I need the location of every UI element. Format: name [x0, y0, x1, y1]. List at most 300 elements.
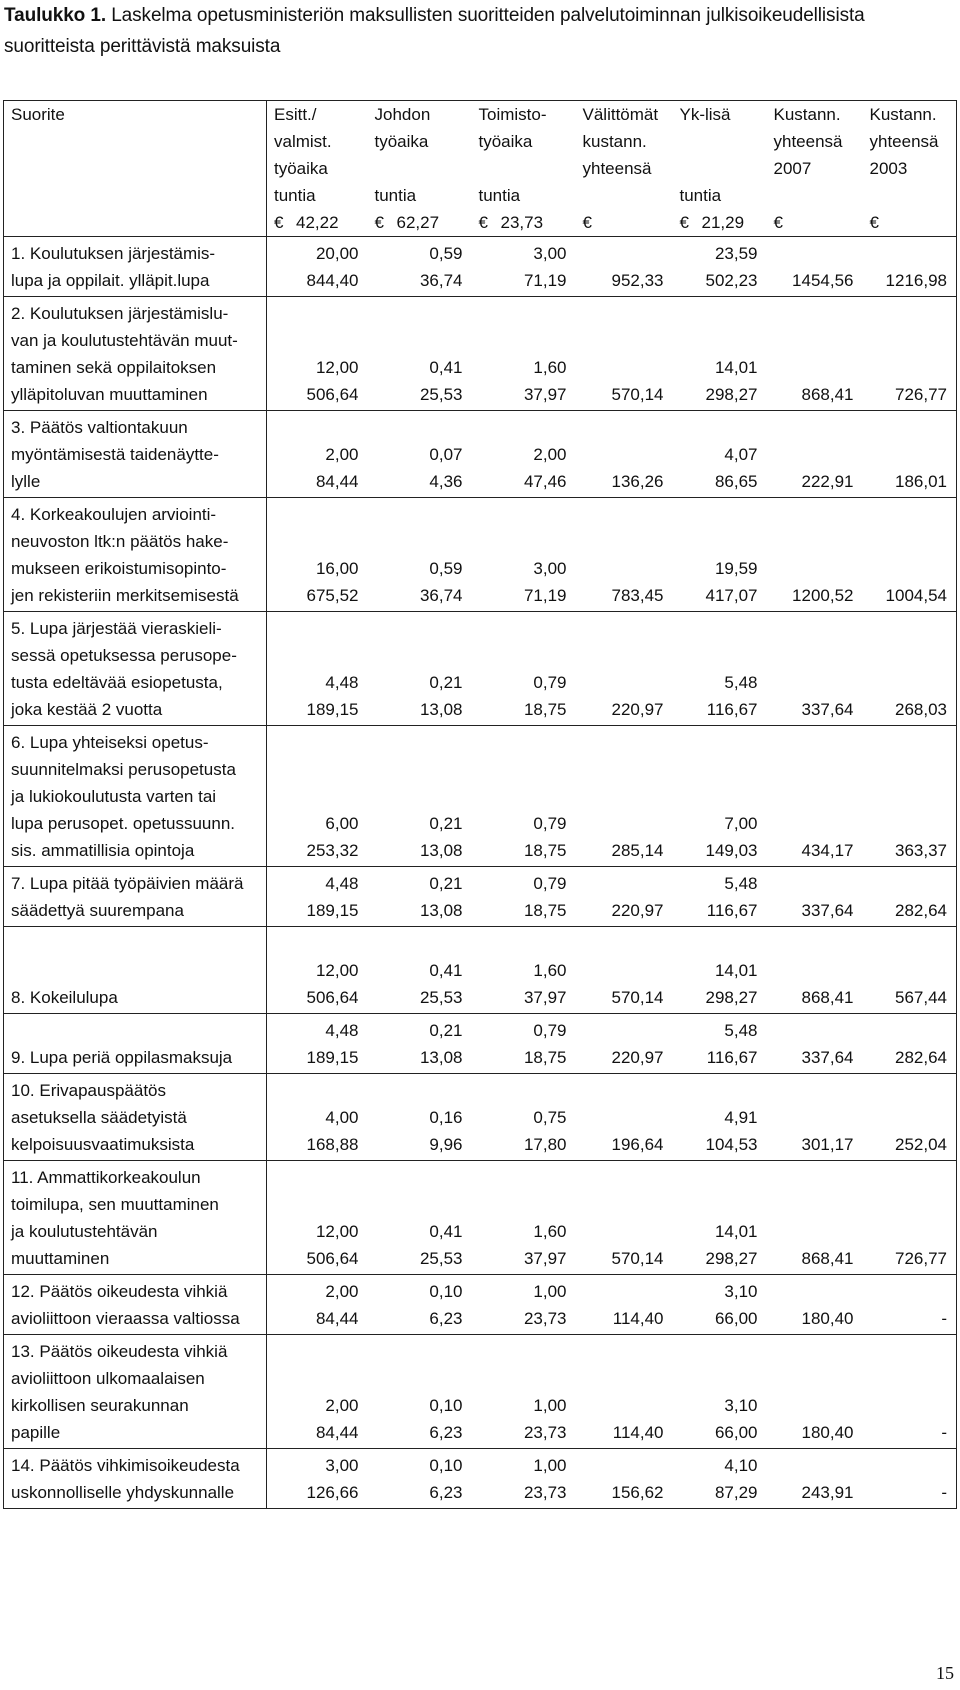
euro-value: 337,64: [801, 1048, 854, 1067]
euro-value: 337,64: [801, 901, 854, 920]
hours-value: 14,01: [714, 358, 758, 377]
hours-value: 2,00: [325, 1396, 359, 1415]
suorite-label: [4, 411, 267, 498]
value-cell: [267, 1014, 368, 1074]
hours-value: [767, 1218, 854, 1245]
hours-value: 2,00: [325, 1282, 359, 1301]
euro-value: 783,45: [611, 586, 664, 605]
row-content: [4, 1074, 957, 1161]
row-content: [4, 1449, 957, 1509]
hours-value: [863, 1278, 948, 1305]
value-cell: [267, 867, 368, 927]
page-number: 15: [936, 1663, 954, 1683]
hours-value: [576, 1392, 664, 1419]
value-cell: [673, 1161, 767, 1275]
euro-symbol: €: [478, 213, 488, 232]
hours-value: 14,01: [714, 1222, 758, 1241]
suorite-label-line: 8. Kokeilulupa: [11, 988, 118, 1007]
euro-value: 149,03: [705, 841, 758, 860]
euro-value: 298,27: [705, 385, 758, 404]
hours-value: [576, 870, 664, 897]
suorite-label-line: taminen sekä oppilaitoksen: [11, 358, 217, 377]
euro-value: 363,37: [895, 841, 947, 860]
value-cell: [472, 1449, 576, 1509]
hours-value: 23,59: [714, 244, 758, 263]
value-cell: [767, 612, 863, 726]
hours-value: [863, 441, 948, 468]
euro-value: 186,01: [895, 472, 947, 491]
value-cell: [576, 726, 673, 867]
hours-value: 0,79: [533, 673, 567, 692]
table-header: [4, 101, 957, 237]
value-cell: [673, 237, 767, 297]
euro-value: 6,23: [429, 1423, 463, 1442]
header-euro-rate: 62,27: [396, 213, 440, 232]
hours-value: 0,21: [429, 814, 463, 833]
suorite-label-line: 2. Koulutuksen järjestämislu-: [11, 304, 229, 323]
value-cell: [576, 1275, 673, 1335]
euro-value: 36,74: [419, 271, 463, 290]
suorite-label-line: mukseen erikoistumisopinto-: [11, 559, 227, 578]
suorite-label-line: 12. Päätös oikeudesta vihkiä: [11, 1282, 228, 1301]
hours-value: 0,79: [533, 814, 567, 833]
value-cell: [267, 498, 368, 612]
hours-value: 5,48: [724, 1021, 758, 1040]
euro-value: 116,67: [706, 1048, 758, 1067]
header-line: Toimisto-: [478, 105, 547, 124]
value-cell: [673, 1335, 767, 1449]
value-cell: [267, 1335, 368, 1449]
value-cell: [673, 612, 767, 726]
euro-value: 87,29: [714, 1483, 758, 1502]
suorite-label-line: 14. Päätös vihkimisoikeudesta: [11, 1456, 240, 1475]
value-cell: [863, 498, 957, 612]
euro-value: -: [941, 1309, 947, 1328]
header-line: Välittömät: [582, 105, 659, 124]
hours-value: [576, 1017, 664, 1044]
value-cell: [267, 237, 368, 297]
value-cell: [368, 297, 472, 411]
value-cell: [863, 297, 957, 411]
hours-value: [863, 354, 948, 381]
hours-value: 19,59: [714, 559, 758, 578]
value-cell: [863, 411, 957, 498]
euro-value: 726,77: [895, 385, 947, 404]
row-content: [4, 1335, 957, 1449]
hours-value: [767, 1278, 854, 1305]
value-cell: [673, 1275, 767, 1335]
header-euro-line: [774, 209, 863, 236]
hours-value: [863, 555, 948, 582]
value-cell: [472, 867, 576, 927]
hours-value: [767, 1104, 854, 1131]
hours-value: [863, 870, 948, 897]
hours-value: 3,00: [533, 244, 567, 263]
header-line: tuntia: [478, 186, 521, 205]
value-cell: [267, 1074, 368, 1161]
table-title-text: Laskelma opetusministeriön maksullisten suoritteiden palvelutoiminnan julkisoikeudellisista suoritteista perittävistä maksuista: [4, 5, 865, 57]
hours-value: [767, 957, 854, 984]
hours-value: [767, 441, 854, 468]
euro-value: 66,00: [714, 1423, 758, 1442]
suorite-label: [4, 927, 267, 1014]
euro-value: 180,40: [801, 1309, 854, 1328]
euro-value: 25,53: [419, 385, 463, 404]
suorite-label: [4, 1074, 267, 1161]
euro-value: 337,64: [801, 700, 854, 719]
euro-symbol: €: [773, 213, 783, 232]
suorite-label-line: 9. Lupa periä oppilasmaksuja: [11, 1048, 233, 1067]
suorite-label-line: 1. Koulutuksen järjestämis-: [11, 244, 216, 263]
header-euro-rate: 21,29: [701, 213, 745, 232]
header-column-7: [863, 101, 957, 237]
header-row: [4, 101, 957, 237]
value-cell: [472, 1275, 576, 1335]
euro-value: 502,23: [705, 271, 758, 290]
row-content: [4, 237, 957, 297]
hours-value: [576, 1218, 664, 1245]
header-line: 2007: [773, 159, 812, 178]
header-line: tuntia: [274, 186, 316, 205]
suorite-label-line: joka kestää 2 vuotta: [11, 700, 163, 719]
header-line: Esitt./: [274, 105, 317, 124]
hours-value: 12,00: [315, 961, 359, 980]
header-column-4: [576, 101, 673, 237]
value-cell: [767, 237, 863, 297]
euro-value: 868,41: [801, 1249, 854, 1268]
hours-value: 12,00: [315, 358, 359, 377]
euro-value: 189,15: [306, 901, 359, 920]
euro-value: 23,73: [523, 1483, 567, 1502]
table-row: [4, 498, 957, 612]
header-suorite: [4, 101, 267, 237]
header-line: [680, 128, 767, 155]
euro-value: 868,41: [801, 988, 854, 1007]
hours-value: 4,00: [325, 1108, 359, 1127]
suorite-label: [4, 1335, 267, 1449]
euro-symbol: €: [679, 213, 689, 232]
value-cell: [576, 1449, 673, 1509]
hours-value: 0,41: [429, 358, 463, 377]
header-euro-line: [274, 209, 368, 236]
row-content: [4, 927, 957, 1014]
hours-value: [863, 1452, 948, 1479]
header-line: [375, 155, 472, 182]
value-cell: [368, 867, 472, 927]
value-cell: [472, 612, 576, 726]
header-column-3: [472, 101, 576, 237]
header-line: tuntia: [374, 186, 417, 205]
value-cell: [576, 498, 673, 612]
value-cell: [673, 297, 767, 411]
header-line: yhteensä: [773, 132, 843, 151]
hours-value: [576, 810, 664, 837]
value-cell: [472, 1074, 576, 1161]
value-cell: [767, 867, 863, 927]
hours-value: 1,00: [533, 1282, 567, 1301]
euro-value: 868,41: [801, 385, 854, 404]
suorite-label-line: suunnitelmaksi perusopetusta: [11, 760, 236, 779]
euro-value: 1200,52: [792, 586, 854, 605]
value-cell: [576, 927, 673, 1014]
suorite-label: [4, 237, 267, 297]
table-row: [4, 1074, 957, 1161]
hours-value: 14,01: [714, 961, 758, 980]
hours-value: 4,48: [325, 1021, 359, 1040]
value-cell: [576, 612, 673, 726]
row-content: [4, 1014, 957, 1074]
value-cell: [472, 411, 576, 498]
value-cell: [576, 1335, 673, 1449]
value-cell: [576, 411, 673, 498]
euro-value: -: [941, 1483, 947, 1502]
hours-value: [576, 441, 664, 468]
value-cell: [767, 411, 863, 498]
header-line: 2003: [869, 159, 908, 178]
euro-value: 220,97: [611, 901, 664, 920]
hours-value: [863, 957, 948, 984]
value-cell: [368, 1335, 472, 1449]
hours-value: 2,00: [325, 445, 359, 464]
euro-value: 1216,98: [885, 271, 947, 290]
suorite-label-line: ylläpitoluvan muuttaminen: [11, 385, 208, 404]
table-title-prefix: Taulukko 1.: [4, 5, 107, 26]
value-cell: [368, 1014, 472, 1074]
euro-value: 37,97: [523, 1249, 567, 1268]
value-cell: [767, 1275, 863, 1335]
row-content: [4, 297, 957, 411]
table-row: [4, 867, 957, 927]
row-content: [4, 726, 957, 867]
value-cell: [368, 237, 472, 297]
value-cell: [863, 1161, 957, 1275]
euro-value: 71,19: [523, 271, 567, 290]
hours-value: 1,60: [533, 961, 567, 980]
row-content: [4, 612, 957, 726]
value-cell: [368, 612, 472, 726]
value-cell: [767, 1074, 863, 1161]
euro-value: 18,75: [523, 1048, 567, 1067]
suorite-label: [4, 726, 267, 867]
table-row: [4, 411, 957, 498]
value-cell: [472, 726, 576, 867]
euro-value: 222,91: [801, 472, 854, 491]
euro-value: 136,26: [611, 472, 664, 491]
euro-value: 13,08: [419, 901, 463, 920]
suorite-label-line: [11, 1017, 262, 1044]
suorite-label: [4, 1161, 267, 1275]
euro-value: 84,44: [315, 472, 359, 491]
value-cell: [472, 498, 576, 612]
header-euro-line: [479, 209, 576, 236]
hours-value: 1,00: [533, 1456, 567, 1475]
euro-value: 434,17: [801, 841, 854, 860]
table-row: [4, 297, 957, 411]
euro-value: 220,97: [611, 700, 664, 719]
euro-value: 570,14: [611, 385, 664, 404]
suorite-label-line: van ja koulutustehtävän muut-: [11, 331, 238, 350]
euro-value: 282,64: [895, 901, 947, 920]
value-cell: [767, 1335, 863, 1449]
euro-value: 570,14: [611, 1249, 664, 1268]
suorite-label-line: avioliittoon vieraassa valtiossa: [11, 1309, 240, 1328]
euro-value: 25,53: [419, 1249, 463, 1268]
suorite-label-line: 3. Päätös valtiontakuun: [11, 418, 188, 437]
header-column-6: [767, 101, 863, 237]
hours-value: 1,60: [533, 1222, 567, 1241]
euro-value: 84,44: [315, 1423, 359, 1442]
table-row: [4, 726, 957, 867]
euro-value: 37,97: [523, 385, 567, 404]
header-line: Kustann.: [869, 105, 937, 124]
suorite-label-line: [11, 957, 262, 984]
suorite-label-line: kirkollisen seurakunnan: [11, 1396, 189, 1415]
euro-value: 1454,56: [792, 271, 854, 290]
hours-value: [863, 810, 948, 837]
euro-value: 1004,54: [885, 586, 947, 605]
hours-value: [576, 669, 664, 696]
suorite-label-line: 5. Lupa järjestää vieraskieli-: [11, 619, 222, 638]
euro-value: 71,19: [523, 586, 567, 605]
hours-value: 5,48: [724, 673, 758, 692]
header-line: yhteensä: [582, 159, 652, 178]
euro-value: 189,15: [306, 700, 359, 719]
hours-value: [767, 1392, 854, 1419]
hours-value: [576, 240, 664, 267]
euro-value: 36,74: [419, 586, 463, 605]
suorite-label: [4, 1014, 267, 1074]
hours-value: 0,21: [429, 673, 463, 692]
hours-value: 12,00: [315, 1222, 359, 1241]
euro-value: 844,40: [306, 271, 359, 290]
value-cell: [267, 411, 368, 498]
value-cell: [576, 1074, 673, 1161]
hours-value: 0,21: [429, 874, 463, 893]
hours-value: 0,41: [429, 1222, 463, 1241]
header-euro-line: [870, 209, 957, 236]
euro-value: 285,14: [611, 841, 664, 860]
value-cell: [576, 1014, 673, 1074]
value-cell: [472, 1014, 576, 1074]
hours-value: 0,10: [429, 1282, 463, 1301]
suorite-label-line: ja koulutustehtävän: [11, 1222, 158, 1241]
euro-value: 417,07: [705, 586, 758, 605]
suorite-label-line: sis. ammatillisia opintoja: [11, 841, 195, 860]
euro-value: 18,75: [523, 841, 567, 860]
euro-value: 116,67: [706, 700, 758, 719]
hours-value: 0,10: [429, 1456, 463, 1475]
euro-value: 156,62: [611, 1483, 664, 1502]
euro-value: -: [941, 1423, 947, 1442]
hours-value: 4,07: [724, 445, 758, 464]
header-line: [583, 182, 673, 209]
header-line: työaika: [374, 132, 429, 151]
table-row: [4, 237, 957, 297]
hours-value: [767, 354, 854, 381]
hours-value: 5,48: [724, 874, 758, 893]
value-cell: [767, 1161, 863, 1275]
value-cell: [863, 237, 957, 297]
value-cell: [863, 1014, 957, 1074]
hours-value: 0,07: [429, 445, 463, 464]
euro-value: 126,66: [306, 1483, 359, 1502]
euro-value: 726,77: [895, 1249, 947, 1268]
table-row: [4, 1275, 957, 1335]
value-cell: [673, 1014, 767, 1074]
euro-value: 506,64: [306, 385, 359, 404]
value-cell: [267, 612, 368, 726]
suorite-label-line: jen rekisteriin merkitsemisestä: [11, 586, 239, 605]
euro-value: 4,36: [429, 472, 463, 491]
hours-value: 1,60: [533, 358, 567, 377]
euro-value: 282,64: [895, 1048, 947, 1067]
hours-value: [863, 669, 948, 696]
value-cell: [673, 1449, 767, 1509]
euro-value: 506,64: [306, 1249, 359, 1268]
value-cell: [368, 1449, 472, 1509]
hours-value: [576, 1452, 664, 1479]
suorite-label-line: papille: [11, 1423, 61, 1442]
euro-value: 17,80: [523, 1135, 567, 1154]
header-line: työaika: [274, 159, 328, 178]
header-spacer: [79, 105, 84, 124]
hours-value: [767, 669, 854, 696]
hours-value: 0,16: [429, 1108, 463, 1127]
euro-value: 114,40: [612, 1423, 664, 1442]
suorite-label-line: uskonnolliselle yhdyskunnalle: [11, 1483, 235, 1502]
suorite-label-line: [11, 930, 262, 957]
value-cell: [267, 927, 368, 1014]
euro-value: 18,75: [523, 700, 567, 719]
hours-value: [576, 555, 664, 582]
euro-value: 84,44: [315, 1309, 359, 1328]
header-line: valmist.: [274, 132, 332, 151]
value-cell: [368, 1161, 472, 1275]
euro-value: 298,27: [705, 1249, 758, 1268]
hours-value: [576, 1104, 664, 1131]
value-cell: [368, 1275, 472, 1335]
euro-value: 13,08: [419, 700, 463, 719]
value-cell: [673, 498, 767, 612]
header-euro-line: [583, 209, 673, 236]
value-cell: [576, 237, 673, 297]
hours-value: 0,10: [429, 1396, 463, 1415]
hours-value: 0,79: [533, 874, 567, 893]
value-cell: [767, 297, 863, 411]
euro-value: 104,53: [705, 1135, 758, 1154]
euro-value: 47,46: [523, 472, 567, 491]
suorite-label-line: avioliittoon ulkomaalaisen: [11, 1369, 205, 1388]
euro-value: 116,67: [706, 901, 758, 920]
euro-value: 220,97: [611, 1048, 664, 1067]
value-cell: [472, 927, 576, 1014]
value-cell: [472, 1161, 576, 1275]
value-cell: [267, 1275, 368, 1335]
value-cell: [472, 237, 576, 297]
value-cell: [472, 297, 576, 411]
header-line: [870, 182, 957, 209]
header-line: Johdon: [374, 105, 431, 124]
hours-value: [863, 1392, 948, 1419]
hours-value: 0,21: [429, 1021, 463, 1040]
hours-value: [576, 1278, 664, 1305]
value-cell: [576, 297, 673, 411]
euro-value: 6,23: [429, 1309, 463, 1328]
table-row: [4, 612, 957, 726]
row-content: [4, 867, 957, 927]
euro-value: 168,88: [306, 1135, 359, 1154]
value-cell: [673, 726, 767, 867]
